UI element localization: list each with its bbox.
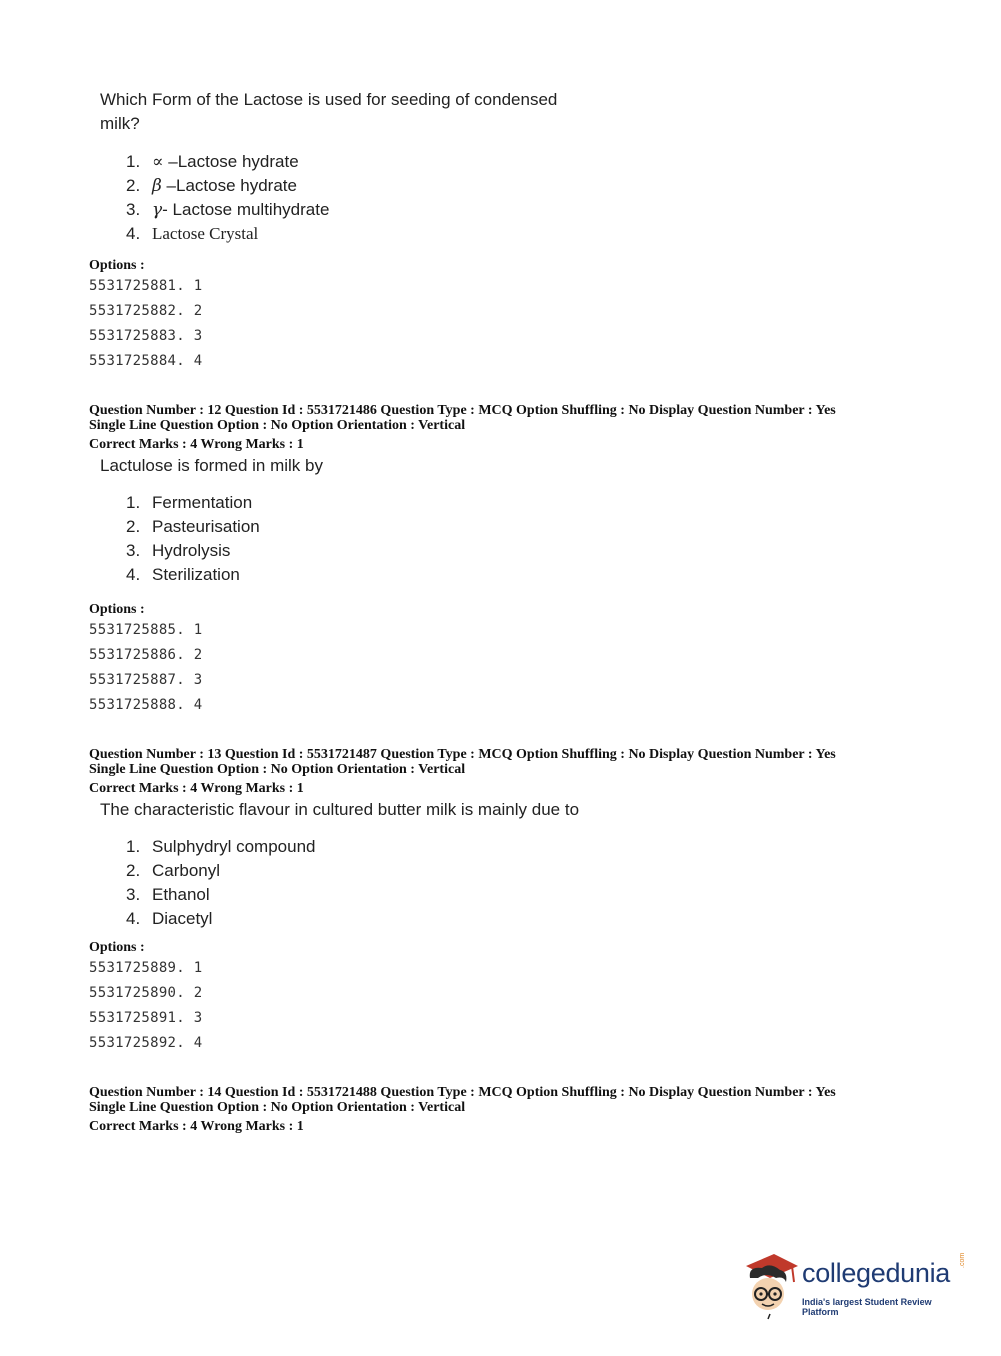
logo-suffix: .com <box>959 1252 966 1268</box>
choice-item: 2. Pasteurisation <box>126 517 260 536</box>
option-id: 5531725882. 2 <box>89 303 203 319</box>
choice-item: 3. γ- Lactose multihydrate <box>126 200 330 220</box>
choice-item: 1. Sulphydryl compound <box>126 837 316 856</box>
option-id: 5531725881. 1 <box>89 278 203 294</box>
question-12-text: Lactulose is formed in milk by <box>100 456 323 475</box>
option-id: 5531725884. 4 <box>89 353 203 369</box>
question-14-marks: Correct Marks : 4 Wrong Marks : 1 <box>89 1119 304 1134</box>
options-label: Options : <box>89 258 145 273</box>
question-11-option-ids <box>89 274 202 374</box>
option-id: 5531725892. 4 <box>89 1035 203 1051</box>
choice-item: 3. Ethanol <box>126 885 210 904</box>
option-id: 5531725890. 2 <box>89 985 203 1001</box>
student-mascot-icon <box>740 1252 800 1320</box>
choice-item: 3. Hydrolysis <box>126 541 231 560</box>
question-13-marks: Correct Marks : 4 Wrong Marks : 1 <box>89 781 304 796</box>
question-13-option-ids <box>89 956 202 1056</box>
option-id: 5531725891. 3 <box>89 1010 203 1026</box>
choice-item: 1. Fermentation <box>126 493 253 512</box>
collegedunia-logo <box>740 1252 970 1322</box>
choice-item: 4. Sterilization <box>126 565 240 584</box>
question-11-choices <box>126 150 329 246</box>
choice-item: 2. β –Lactose hydrate <box>126 176 297 196</box>
question-12-meta: Question Number : 12 Question Id : 5531721486 Question Type : MCQ Option Shuffling : No Display Question Number : Yes Single Line Question Option : No Option Orientation : Vertical <box>89 403 836 433</box>
question-12-choices <box>126 491 260 587</box>
question-12-marks: Correct Marks : 4 Wrong Marks : 1 <box>89 437 304 452</box>
option-id: 5531725889. 1 <box>89 960 203 976</box>
logo-wordmark: collegedunia <box>802 1258 951 1288</box>
question-13-meta: Question Number : 13 Question Id : 5531721487 Question Type : MCQ Option Shuffling : No Display Question Number : Yes Single Line Question Option : No Option Orientation : Vertical <box>89 747 836 777</box>
logo-tagline: India's largest Student Review Platform <box>802 1297 932 1317</box>
option-id: 5531725885. 1 <box>89 622 203 638</box>
choice-item: 4. Diacetyl <box>126 909 213 928</box>
option-id: 5531725886. 2 <box>89 647 203 663</box>
choice-item: 4. Lactose Crystal <box>126 224 259 243</box>
option-id: 5531725883. 3 <box>89 328 203 344</box>
option-id: 5531725888. 4 <box>89 697 203 713</box>
question-12-option-ids <box>89 618 202 718</box>
choice-item: 2. Carbonyl <box>126 861 221 880</box>
options-label: Options : <box>89 602 145 617</box>
question-14-meta: Question Number : 14 Question Id : 5531721488 Question Type : MCQ Option Shuffling : No Display Question Number : Yes Single Line Question Option : No Option Orientation : Vertical <box>89 1085 836 1115</box>
choice-item: 1. ∝ –Lactose hydrate <box>126 152 299 172</box>
question-11-text: Which Form of the Lactose is used for seeding of condensed milk? <box>100 90 558 133</box>
question-13-text: The characteristic flavour in cultured butter milk is mainly due to <box>100 800 580 819</box>
option-id: 5531725887. 3 <box>89 672 203 688</box>
options-label: Options : <box>89 940 145 955</box>
question-13-choices <box>126 835 315 931</box>
